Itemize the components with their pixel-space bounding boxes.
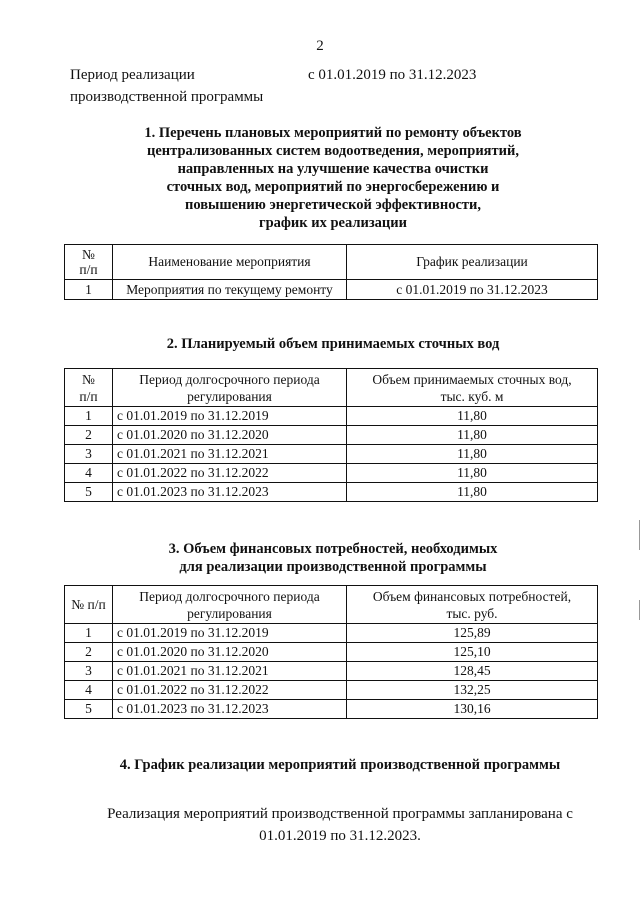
section4-text [60,803,620,847]
row-number: 1 [65,407,113,426]
section1-title-line: график их реализации [258,215,407,231]
finance-value: 130,16 [347,700,598,719]
table-header-row [65,369,598,407]
period: с 01.01.2020 по 31.12.2020 [113,643,347,662]
volume-value: 11,80 [347,483,598,502]
table-row [65,280,598,300]
table-row [65,426,598,445]
finance-value: 125,10 [347,643,598,662]
implementation-period-label [70,64,263,108]
period: с 01.01.2021 по 31.12.2021 [113,445,347,464]
column-header-finance [347,586,598,624]
column-header-measure-name: Наименование мероприятия [113,245,347,280]
period: с 01.01.2023 по 31.12.2023 [113,700,347,719]
column-header-number: № п/п [65,586,113,624]
table-row [65,700,598,719]
financial-needs-table [64,585,598,719]
section3-title-line2: для реализации производственной программы [179,559,487,575]
column-header-schedule: График реализации [347,245,598,280]
row-number: 4 [65,681,113,700]
column-header-number-line2: п/п [79,262,98,277]
section1-title-line: повышению энергетической эффективности, [184,197,482,213]
period: с 01.01.2023 по 31.12.2023 [113,483,347,502]
table-row [65,643,598,662]
implementation-period-label-line1: Период реализации [70,67,195,83]
implementation-period-label-line2: производственной программы [70,89,264,105]
period: с 01.01.2019 по 31.12.2019 [113,624,347,643]
column-header-period-line2: регулирования [187,605,272,621]
finance-value: 125,89 [347,624,598,643]
column-header-volume [347,369,598,407]
column-header-number-line1: № [82,247,95,262]
column-header-period-line1: Период долгосрочного периода [139,371,320,387]
table-row [65,681,598,700]
row-number: 2 [65,643,113,662]
measure-name: Мероприятия по текущему ремонту [113,280,347,300]
period: с 01.01.2021 по 31.12.2021 [113,662,347,681]
volume-value: 11,80 [347,426,598,445]
table-row [65,407,598,426]
section4-text-line1: Реализация мероприятий производственной программы запланирована с [107,806,573,822]
row-number: 2 [65,426,113,445]
measures-table [64,244,598,300]
period: с 01.01.2019 по 31.12.2019 [113,407,347,426]
table-header-row [65,586,598,624]
table-row [65,445,598,464]
wastewater-volume-table [64,368,598,502]
section2-title: 2. Планируемый объем принимаемых сточных вод [166,336,500,352]
finance-value: 128,45 [347,662,598,681]
column-header-finance-line2: тыс. руб. [446,605,498,621]
measure-schedule: с 01.01.2019 по 31.12.2023 [347,280,598,300]
implementation-period-value: с 01.01.2019 по 31.12.2023 [308,67,477,83]
section1-title-line: централизованных систем водоотведения, мероприятий, [147,143,519,159]
table-row [65,483,598,502]
page-number: 2 [316,38,324,54]
table-row [65,662,598,681]
column-header-period [113,369,347,407]
row-number: 1 [65,280,113,300]
row-number: 5 [65,483,113,502]
column-header-period [113,586,347,624]
section4-title: 4. График реализации мероприятий производственной программы [119,757,561,773]
row-number: 5 [65,700,113,719]
column-header-volume-line1: Объем принимаемых сточных вод, [372,371,572,387]
finance-value: 132,25 [347,681,598,700]
volume-value: 11,80 [347,464,598,483]
column-header-period-line1: Период долгосрочного периода [139,588,320,604]
row-number: 3 [65,662,113,681]
column-header-number-line1: № [82,371,95,387]
section4-text-line2: 01.01.2019 по 31.12.2023. [259,828,421,844]
table-row [65,624,598,643]
period: с 01.01.2022 по 31.12.2022 [113,681,347,700]
table-header-row [65,245,598,280]
column-header-volume-line2: тыс. куб. м [440,388,504,404]
row-number: 1 [65,624,113,643]
table-row [65,464,598,483]
section1-title-line: сточных вод, мероприятий по энергосбережению и [166,179,500,195]
column-header-number [65,369,113,407]
section1-title-line: 1. Перечень плановых мероприятий по ремонту объектов [144,125,522,141]
volume-value: 11,80 [347,407,598,426]
volume-value: 11,80 [347,445,598,464]
column-header-number [65,245,113,280]
row-number: 3 [65,445,113,464]
period: с 01.01.2022 по 31.12.2022 [113,464,347,483]
section3-title [66,540,600,576]
section3-title-line1: 3. Объем финансовых потребностей, необходимых [168,541,498,557]
column-header-number-line2: п/п [79,388,98,404]
column-header-finance-line1: Объем финансовых потребностей, [372,588,572,604]
period: с 01.01.2020 по 31.12.2020 [113,426,347,445]
section1-title-line: направленных на улучшение качества очистки [177,161,489,177]
column-header-period-line2: регулирования [187,388,272,404]
row-number: 4 [65,464,113,483]
section1-title [66,124,600,232]
